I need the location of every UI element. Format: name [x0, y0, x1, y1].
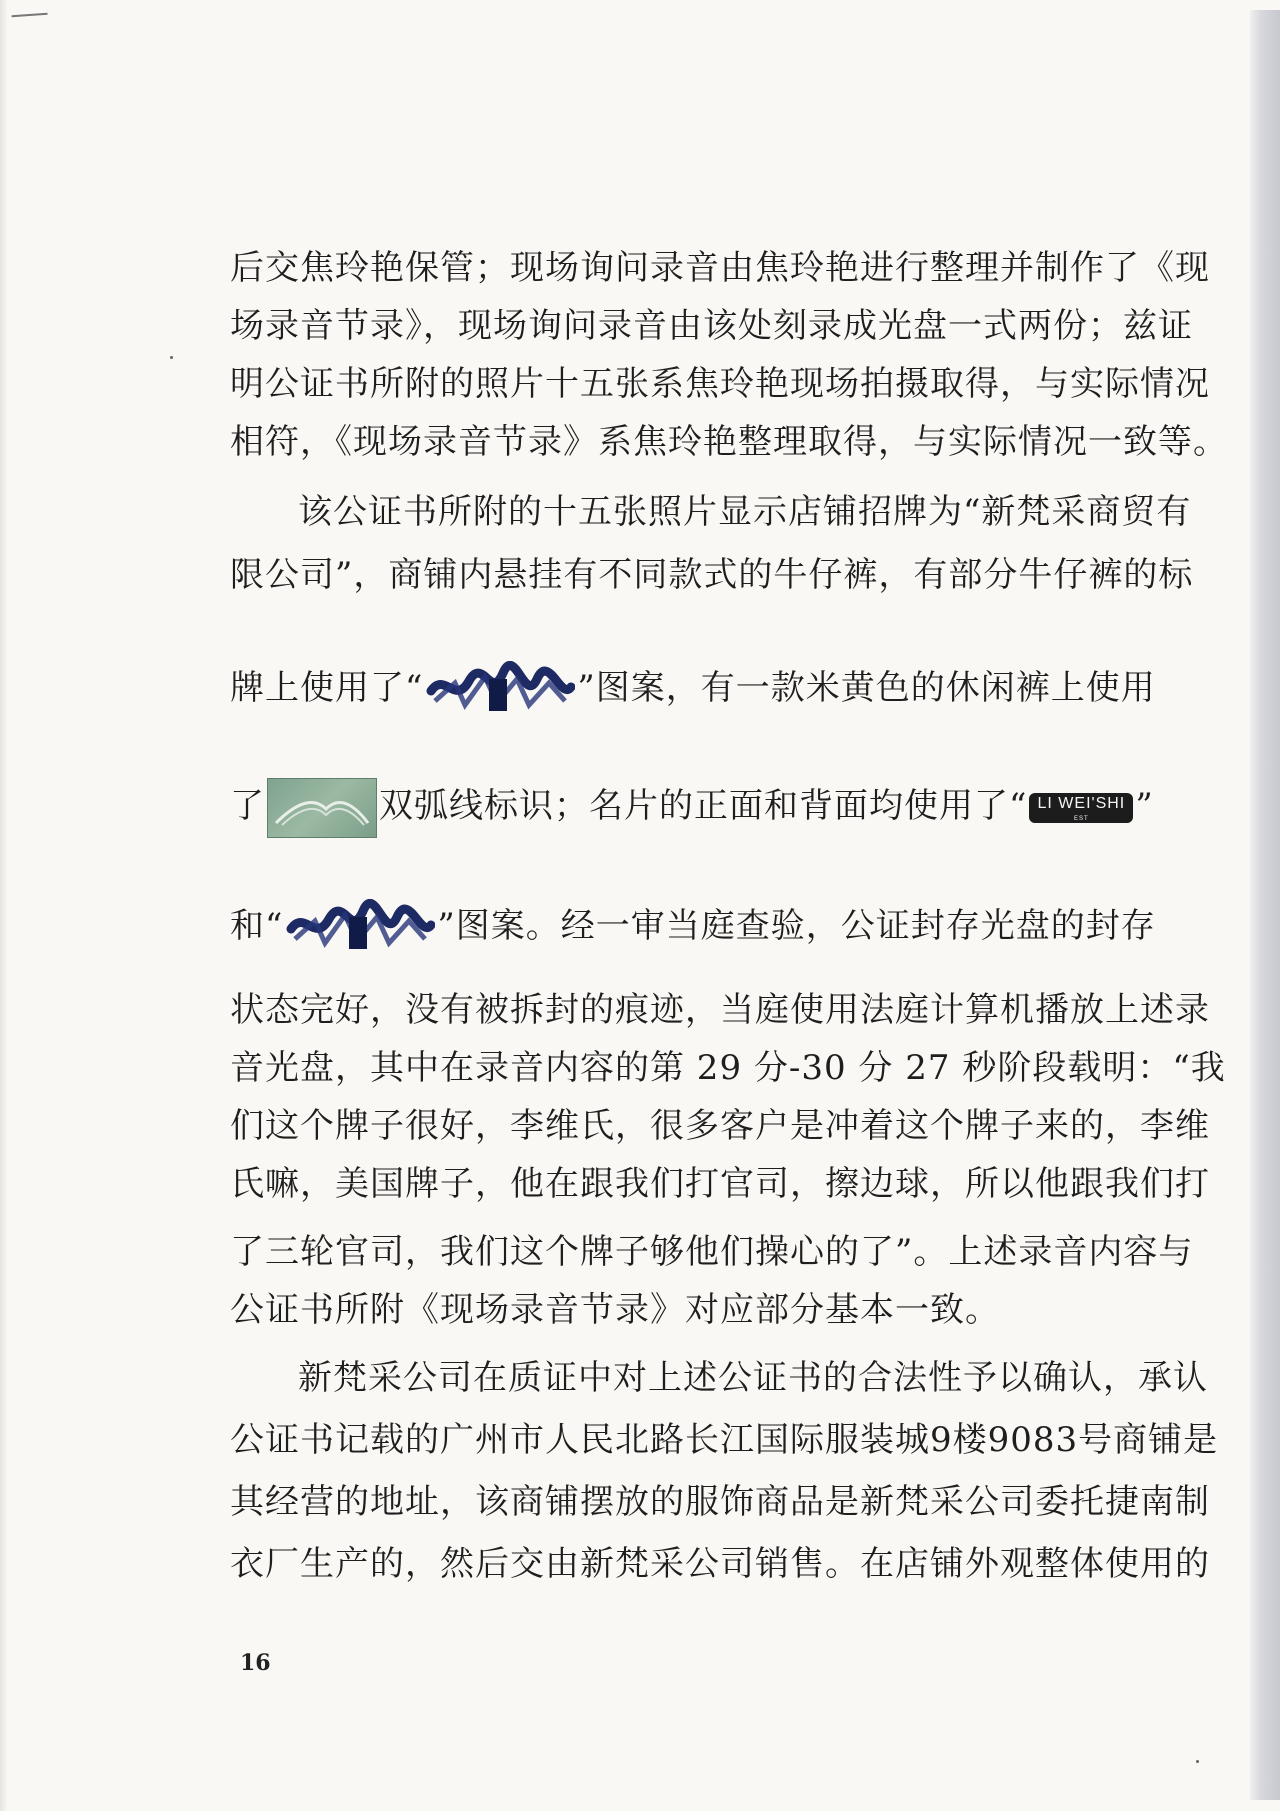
text-line: 限公司”，商铺内悬挂有不同款式的牛仔裤，有部分牛仔裤的标 [230, 555, 1194, 595]
text-line: 氏嘛，美国牌子，他在跟我们打官司，擦边球，所以他跟我们打 [230, 1164, 1210, 1204]
text-line: 们这个牌子很好，李维氏，很多客户是冲着这个牌子来的，李维 [230, 1106, 1210, 1146]
text-fragment: 双弧线标识；名片的正面和背面均使用了“ [379, 786, 1028, 826]
blurred-pattern-logo-icon [285, 899, 435, 957]
brand-plate-text: LI WEI'SHI [1037, 795, 1126, 812]
paragraph-start-line: 新梵采公司在质证中对上述公证书的合法性予以确认，承认 [298, 1358, 1208, 1398]
text-line-with-logo [230, 776, 1165, 836]
text-line: 了三轮官司，我们这个牌子够他们操心的了”。上述录音内容与 [230, 1232, 1194, 1272]
text-fragment: 了 [230, 786, 265, 826]
text-line: 音光盘，其中在录音内容的第 29 分-30 分 27 秒阶段载明：“我 [230, 1048, 1226, 1088]
scan-speck [1196, 1760, 1199, 1763]
text-fragment: ” [1135, 786, 1154, 826]
paragraph-start-line: 该公证书所附的十五张照片显示店铺招牌为“新梵采商贸有 [298, 492, 1192, 532]
text-line: 公证书记载的广州市人民北路长江国际服装城9楼9083号商铺是 [230, 1420, 1219, 1460]
text-line: 状态完好，没有被拆封的痕迹，当庭使用法庭计算机播放上述录 [230, 990, 1210, 1030]
page-number: 16 [240, 1650, 271, 1676]
scan-mark [12, 13, 49, 29]
text-line: 其经营的地址，该商铺摆放的服饰商品是新梵采公司委托捷南制 [230, 1482, 1210, 1522]
text-line-with-logo [230, 896, 1165, 956]
blurred-pattern-logo-icon [425, 661, 575, 719]
text-line: 后交焦玲艳保管；现场询问录音由焦玲艳进行整理并制作了《现 [230, 248, 1210, 288]
text-fragment: ”图案，有一款米黄色的休闲裤上使用 [577, 668, 1156, 708]
text-line: 公证书所附《现场录音节录》对应部分基本一致。 [230, 1290, 1000, 1330]
page-edge-right [1250, 10, 1280, 1800]
text-line-with-logo [230, 658, 1165, 718]
double-arc-mark-icon [267, 778, 377, 838]
text-fragment: ”图案。经一审当庭查验，公证封存光盘的封存 [437, 906, 1156, 946]
page-edge-left [0, 0, 8, 1811]
text-line: 衣厂生产的，然后交由新梵采公司销售。在店铺外观整体使用的 [230, 1544, 1210, 1584]
scan-speck [170, 356, 173, 359]
brand-plate-subtext: EST [1074, 816, 1089, 822]
text-line: 明公证书所附的照片十五张系焦玲艳现场拍摄取得，与实际情况 [230, 364, 1210, 404]
text-fragment: 牌上使用了“ [230, 668, 424, 708]
text-fragment: 和“ [230, 906, 284, 946]
text-line: 相符，《现场录音节录》系焦玲艳整理取得，与实际情况一致等。 [230, 422, 1228, 462]
brand-plate-logo-icon [1029, 793, 1133, 823]
text-line: 场录音节录》，现场询问录音由该处刻录成光盘一式两份；兹证 [230, 306, 1193, 346]
